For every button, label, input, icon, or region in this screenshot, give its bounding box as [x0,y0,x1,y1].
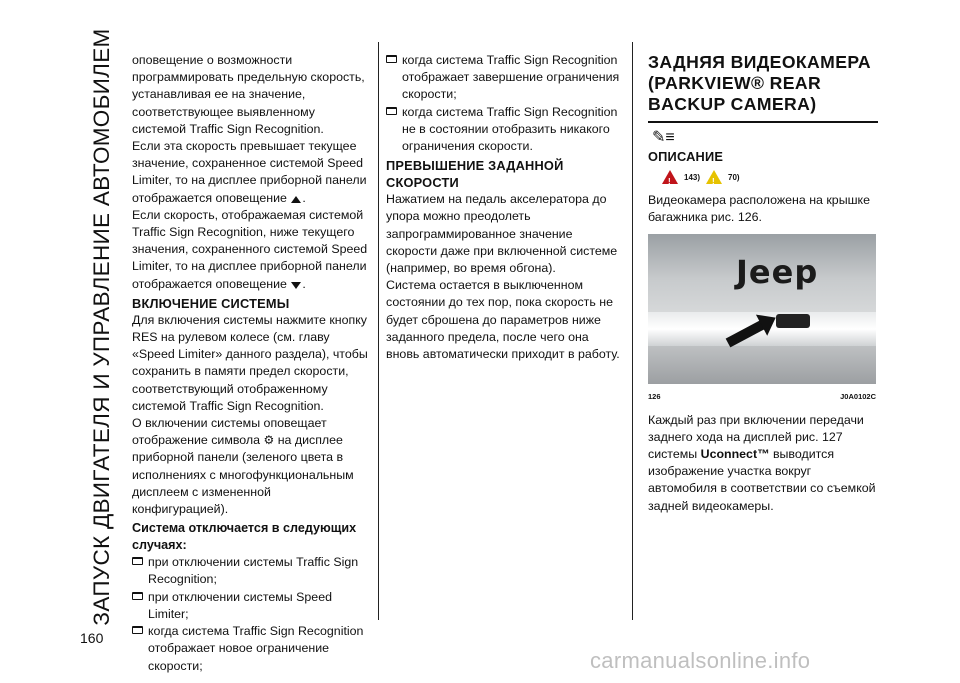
section-heading: ВКЛЮЧЕНИЕ СИСТЕМЫ [132,295,290,311]
side-chapter-title-text: ЗАПУСК ДВИГАТЕЛЯ И УПРАВЛЕНИЕ АВТОМОБИЛЕМ [89,28,114,626]
list-item [132,623,370,675]
paragraph: оповещение о возможности программировать предельную скорость, устанавливая ее на значение, соответствующее выявленному системой Traffic Sign Recognition. [132,53,365,136]
warning-references [662,169,878,186]
page-number: 160 [80,630,104,646]
caution-ref: 70) [728,172,740,182]
subheading: Система отключается в следующих случаях: [132,521,357,553]
check-box-icon [132,626,143,634]
arrow-down-icon [291,282,301,289]
list-item [132,589,370,623]
figure-number: 126 [648,392,661,402]
paragraph: Для включения системы нажмите кнопку RES на рулевом колесе (см. главу «Speed Limiter» данного раздела), чтобы сохранить в памяти предел скорости, соответствующий отображенному системой Traffic Sign Recognition. [132,312,368,413]
section-heading: ПРЕВЫШЕНИЕ ЗАДАННОЙ СКОРОСТИ [386,158,564,191]
rear-camera [776,314,810,328]
paragraph-text: Если эта скорость превышает текущее значение, сохраненное системой Speed Limiter, то на дисплее приборной панели отображается оповещение [132,139,367,205]
watermark: carmanualsonline.info [590,648,811,673]
speed-limiter-icon: ⚙ [263,433,275,448]
paragraph: Система остается в выключенном состоянии до тех пор, пока скорость не будет сброшена до параметров ниже заданного предела, после чего она вновь автоматически приходит в работу. [386,278,620,362]
caution-triangle-icon: ! [706,170,722,184]
paragraph-text: Каждый раз при включении передачи заднего хода на дисплей рис. 127 системы [648,412,864,461]
check-box-icon [132,557,143,565]
figure-photo [648,234,876,384]
column-divider [378,42,379,620]
paragraph: Если скорость, отображаемая системой Traffic Sign Recognition, ниже текущего значения, сохраненного системой Speed Limiter, то на дисплее приборной панели отображается оповещение . [132,207,368,291]
brand-name: Uconnect™ [700,446,770,461]
list-item-text: когда система Traffic Sign Recognition отображает завершение ограничения скорости; [402,53,620,102]
column-divider [632,42,633,620]
warning-ref: 143) [684,172,701,182]
figure-caption [648,388,876,405]
jeep-logo: Jeep [736,253,819,292]
column-2 [386,52,624,363]
list-item-text: при отключении системы Traffic Sign Recognition; [148,555,359,587]
column-1 [132,52,370,675]
check-box-icon [386,107,397,115]
paragraph [648,412,878,515]
warning-triangle-icon: ! [662,170,678,184]
side-chapter-title [82,28,122,626]
list-item-text: при отключении системы Speed Limiter; [148,589,332,621]
check-box-icon [132,592,143,600]
section-title: ЗАДНЯЯ ВИДЕОКАМЕРА (PARKVIEW® REAR BACKUP CAMERA) [648,52,872,114]
figure-code: J0A0102C [840,392,876,402]
title-rule [648,121,878,123]
paragraph-text: Если скорость, отображаемая системой Traffic Sign Recognition, ниже текущего значения, сохраненного системой Speed Limiter, то на дисплее приборной панели отображается оповещение [132,207,368,291]
list-item [386,104,624,156]
list-item-text: когда система Traffic Sign Recognition отображает новое ограничение скорости; [148,624,364,673]
paragraph: Если эта скорость превышает текущее значение, сохраненное системой Speed Limiter, то на дисплее приборной панели отображается оповещение . [132,139,367,205]
section-heading: ОПИСАНИЕ [648,148,724,164]
paragraph [132,415,370,518]
paragraph: Видеокамера расположена на крышке багажника рис. 126. [648,192,870,225]
paragraph-text: на дисплее приборной панели (зеленого цвета в исполнениях с многофункциональным дисплеем с измененной конфигурацией). [132,433,354,517]
camera-icon: ✎≡ [652,128,675,146]
column-3 [648,52,878,515]
paragraph-text: О включении системы оповещает отображение символа [132,416,327,448]
arrow-up-icon [291,196,301,203]
check-box-icon [386,55,397,63]
list-item [132,554,370,588]
paragraph-text: выводится изображение участка вокруг автомобиля в соответствии со съемкой задней видеокамеры. [648,446,876,513]
list-item-text: когда система Traffic Sign Recognition не в состоянии отобразить никакого ограничения скорости. [402,104,618,154]
list-item [386,52,624,104]
paragraph: Нажатием на педаль акселератора до упора можно преодолеть запрограммированное значение скорости даже при включенной системе (например, во время обгона). [386,192,618,276]
